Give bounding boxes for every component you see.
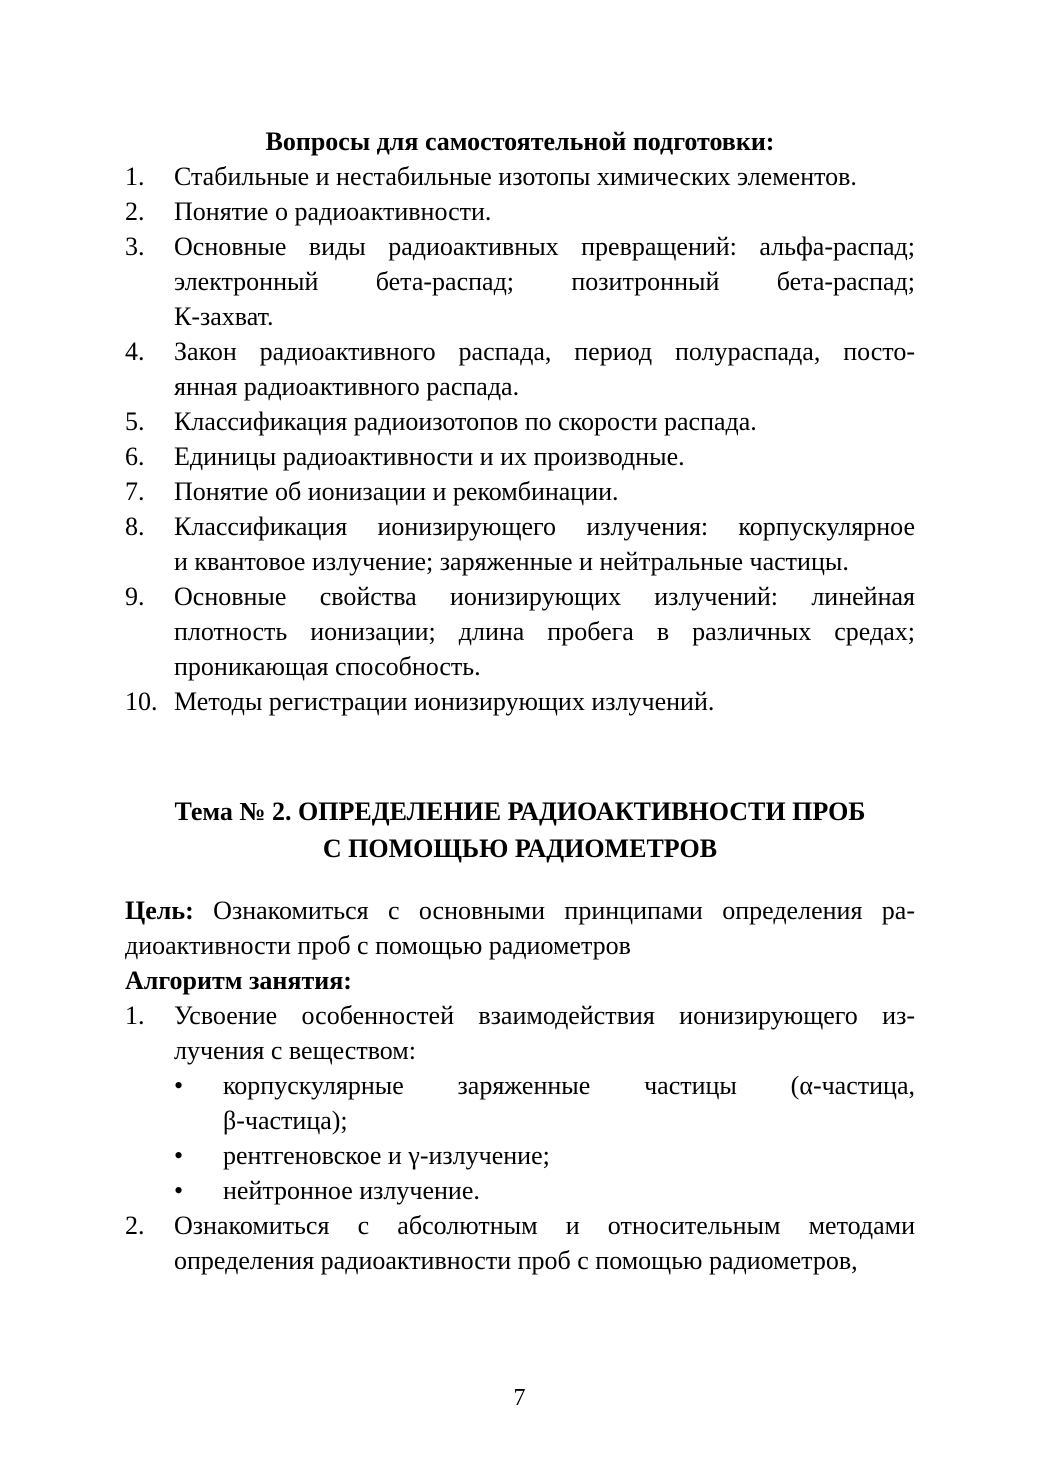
item-text: К-захват.	[174, 302, 274, 331]
list-item	[125, 404, 915, 439]
list-item	[125, 684, 915, 719]
item-text: Понятие о радиоактивности.	[174, 197, 492, 226]
item-number: 3.	[125, 232, 145, 261]
item-text: и квантовое излучение; заряженные и нейтральные частицы.	[174, 547, 849, 576]
bullet-marker: •	[174, 1176, 184, 1205]
item-number: 8.	[125, 512, 145, 541]
item-text: Основные свойства ионизирующих излучений: линейная	[174, 582, 915, 611]
page-content	[125, 124, 915, 1278]
item-text: Классификация ионизирующего излучения: корпускулярное	[174, 512, 915, 541]
bullet-marker: •	[174, 1141, 184, 1170]
item-number: 6.	[125, 442, 145, 471]
goal-text: Ознакомиться с основными принципами определения ра-	[193, 896, 915, 925]
item-text: Усвоение особенностей взаимодействия ионизирующего из-	[174, 1001, 915, 1030]
item-text: Понятие об ионизации и рекомбинации.	[174, 477, 619, 506]
bullet-item	[174, 1138, 915, 1173]
goal-line	[125, 893, 915, 928]
algorithm-list	[125, 998, 915, 1278]
item-number: 5.	[125, 407, 145, 436]
list-item	[125, 998, 915, 1208]
list-item	[125, 194, 915, 229]
list-item	[125, 579, 915, 684]
topic-title	[125, 793, 915, 867]
bullet-marker: •	[174, 1071, 184, 1100]
list-item	[125, 1208, 915, 1278]
item-text: Единицы радиоактивности и их производные.	[174, 442, 685, 471]
bullet-item	[174, 1068, 915, 1138]
item-text: Основные виды радиоактивных превращений: альфа-распад; электронный бета-распад; позитронный бета-распад;	[174, 232, 915, 296]
item-text: определения радиоактивности проб с помощью радиометров,	[174, 1246, 858, 1275]
goal-label: Цель:	[125, 896, 194, 925]
item-text: янная радиоактивного распада.	[174, 372, 520, 401]
list-item	[125, 474, 915, 509]
item-text: плотность ионизации; длина пробега в различных средах;	[174, 617, 915, 646]
topic-title-line: С ПОМОЩЬЮ РАДИОМЕТРОВ	[322, 834, 718, 863]
item-number: 9.	[125, 582, 145, 611]
item-number: 1.	[125, 162, 145, 191]
questions-list	[125, 159, 915, 719]
page-number: 7	[513, 1385, 526, 1411]
item-number: 1.	[125, 1001, 145, 1030]
questions-heading: Вопросы для самостоятельной подготовки:	[265, 127, 775, 156]
bullet-text: нейтронное излучение.	[223, 1176, 480, 1205]
goal-paragraph	[125, 893, 915, 963]
item-number: 7.	[125, 477, 145, 506]
item-text: Классификация радиоизотопов по скорости распада.	[174, 407, 757, 436]
goal-line: диоактивности проб с помощью радиометров	[125, 931, 631, 960]
item-number: 4.	[125, 337, 145, 366]
bullet-item	[174, 1173, 915, 1208]
list-item	[125, 509, 915, 579]
item-number: 10.	[125, 687, 158, 716]
item-text: Закон радиоактивного распада, период полураспада, посто-	[174, 337, 915, 366]
list-item	[125, 159, 915, 194]
list-item	[125, 439, 915, 474]
list-item	[125, 334, 915, 404]
bullet-text: корпускулярные заряженные частицы (α-частица,	[223, 1071, 915, 1100]
list-item	[125, 229, 915, 334]
topic-title-line: Тема № 2. ОПРЕДЕЛЕНИЕ РАДИОАКТИВНОСТИ ПРОБ	[174, 797, 866, 826]
item-number: 2.	[125, 1211, 145, 1240]
item-text: Методы регистрации ионизирующих излучений.	[174, 687, 715, 716]
item-text: проникающая способность.	[174, 652, 481, 681]
bullet-list	[174, 1068, 915, 1208]
algorithm-heading: Алгоритм занятия:	[125, 966, 352, 995]
bullet-text: β-частица);	[223, 1106, 348, 1135]
item-number: 2.	[125, 197, 145, 226]
bullet-text: рентгеновское и γ-излучение;	[223, 1141, 550, 1170]
item-text: Ознакомиться с абсолютным и относительным методами	[174, 1211, 915, 1240]
item-text: Стабильные и нестабильные изотопы химических элементов.	[174, 162, 857, 191]
item-text: лучения с веществом:	[174, 1036, 416, 1065]
